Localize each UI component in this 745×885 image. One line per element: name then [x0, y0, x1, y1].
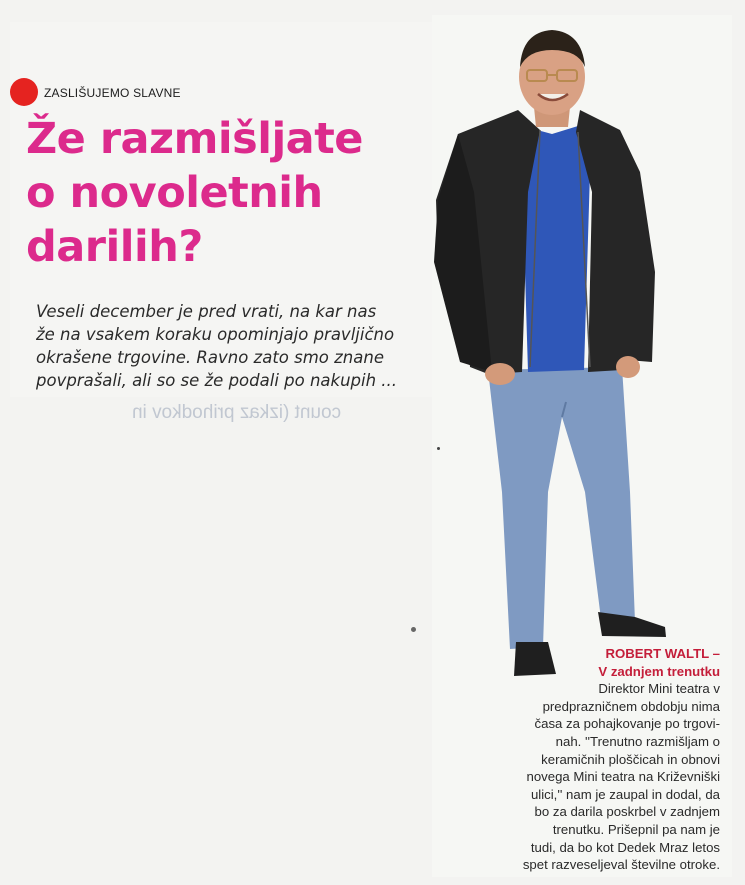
caption-line: novega Mini teatra na Križevniški — [526, 769, 720, 785]
caption-line: ulici,'' nam je zaupal in dodal, da — [530, 786, 720, 802]
right-hand — [616, 356, 640, 378]
caption-line: Direktor Mini teatra v — [598, 681, 720, 697]
headline-line: Že razmišljate — [26, 114, 363, 164]
headline — [26, 112, 436, 274]
bleed-through-text: count (izkaz prihodkov in — [132, 402, 342, 423]
caption-line: časa za pohajkovanje po trgovi- — [534, 716, 720, 732]
speck — [411, 627, 416, 632]
caption-line: spet razveseljeval številne otroke. — [522, 857, 720, 873]
caption-line: nah. ''Trenutno razmišljam o — [555, 733, 720, 749]
headline-line: darilih? — [26, 222, 203, 272]
caption-line: tudi, da bo kot Dedek Mraz letos — [530, 839, 720, 855]
caption-name: ROBERT WALTL – — [605, 646, 720, 661]
jeans — [488, 367, 635, 649]
lead-line: že na vsakem koraku opominjajo pravljično — [36, 325, 395, 344]
person-photo — [430, 22, 670, 682]
caption-line: predprazničnem obdobju nima — [542, 698, 720, 714]
caption-line: keramičnih ploščicah in obnovi — [541, 751, 720, 767]
headline-line: o novoletnih — [26, 168, 323, 218]
photo-caption — [462, 645, 720, 874]
lead-line: okrašene trgovine. Ravno zato smo znane — [36, 348, 384, 367]
lead-line: Veseli december je pred vrati, na kar nas — [36, 302, 377, 321]
caption-line: bo za darila poskrbel v zadnjem — [534, 804, 720, 820]
lead-paragraph — [36, 300, 436, 392]
section-label: ZASLIŠUJEMO SLAVNE — [44, 86, 181, 100]
caption-line: trenutku. Prišepnil pa nam je — [552, 821, 720, 837]
left-hand — [485, 363, 515, 385]
caption-subtitle: V zadnjem trenutku — [598, 663, 720, 679]
lead-line: povprašali, ali so se že podali po nakupih ... — [36, 371, 398, 390]
red-dot-icon — [10, 78, 38, 106]
